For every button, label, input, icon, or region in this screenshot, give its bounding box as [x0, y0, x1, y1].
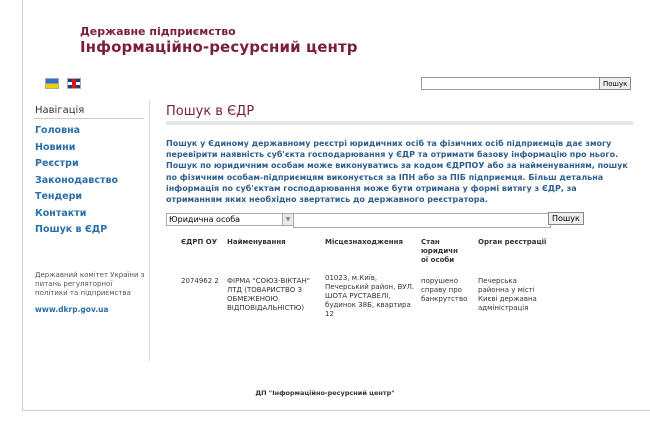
site-search-button[interactable]: Пошук: [599, 77, 631, 90]
cell-code: 2074962 2: [181, 277, 219, 285]
site-search-input[interactable]: [421, 77, 601, 90]
col-header-address: Місцезнаходження: [325, 238, 403, 246]
sidebar: [22, 101, 150, 361]
cell-status: порушено справу про банкрутство: [421, 277, 468, 303]
edr-search-input[interactable]: [293, 213, 551, 228]
title-underline: [166, 121, 633, 125]
nav-list: [35, 125, 118, 241]
org-subtitle: Державне підприємство: [80, 25, 236, 38]
footer-text: ДП "Інформаційно-ресурсний центр": [255, 389, 395, 397]
col-header-status: Стан юридичн ої особи: [421, 238, 458, 264]
chevron-down-icon[interactable]: ▼: [282, 214, 293, 225]
cell-registrar: Печерська районна у місті Києві державна адміністрація: [478, 277, 537, 312]
results-table: [181, 238, 548, 319]
edr-search-button[interactable]: Пошук: [548, 212, 584, 225]
col-header-name: Найменування: [227, 238, 286, 246]
sidebar-note: Державний комітет України з питань регуляторної політики та підприємства: [35, 271, 145, 297]
table-header-row: [181, 238, 548, 265]
sidebar-item-edr-search[interactable]: Пошук в ЄДР: [35, 224, 108, 235]
search-type-value: Юридична особа: [169, 215, 241, 224]
nav-title: Навігація: [35, 105, 85, 116]
language-switcher: [45, 78, 81, 89]
col-header-registrar: Орган реєстрації: [478, 238, 547, 246]
sidebar-item-tenders[interactable]: Тендери: [35, 191, 83, 202]
sidebar-item-home[interactable]: Головна: [35, 125, 81, 136]
ua-flag-icon[interactable]: [45, 78, 59, 89]
cell-address: 01023, м.Київ, Печерський район, ВУЛ. ШОТА РУСТАВЕЛІ, будинок 38Б, квартира 12: [325, 274, 415, 318]
sidebar-item-news[interactable]: Новини: [35, 141, 76, 153]
sidebar-item-contacts[interactable]: Контакти: [35, 207, 87, 219]
cell-name[interactable]: ФІРМА "СОЮЗ-ВІКТАН" ЛТД (ТОВАРИСТВО З ОБМЕЖЕНОЮ ВІДПОВІДАЛЬНІСТЮ): [227, 277, 310, 312]
page-title: Пошук в ЄДР: [166, 104, 255, 119]
search-type-select[interactable]: [166, 213, 294, 226]
uk-flag-icon[interactable]: [67, 78, 81, 89]
sidebar-link[interactable]: www.dkrp.gov.ua: [35, 305, 109, 314]
intro-text: Пошук у Єдиному державному реєстрі юридичних осіб та фізичних осіб підприємців дає змогу перевірити наявність суб'єкта господарювання у ЄДР та отримати базову інформацію про нього. Пошук по юридичним особам може виконуватись за кодом ЄДРПОУ або за найменуванням, пошук по фізичним особам-підприємцям виконується за ІПН або за ПІБ підприємця. Більш детальна інформація по суб'єктам господарювання може бути отримана у формі витягу з ЄДР, за отриманням яких необхідно звертатись до державного реєстратора.: [166, 139, 628, 205]
col-header-code: ЄДРП ОУ: [181, 238, 218, 246]
sidebar-item-registers[interactable]: Реєстри: [35, 158, 79, 169]
org-title[interactable]: Інформаційно-ресурсний центр: [80, 38, 358, 56]
table-row[interactable]: [181, 265, 548, 319]
sidebar-item-legislation[interactable]: Законодавство: [35, 174, 118, 186]
nav-divider: [34, 118, 144, 119]
